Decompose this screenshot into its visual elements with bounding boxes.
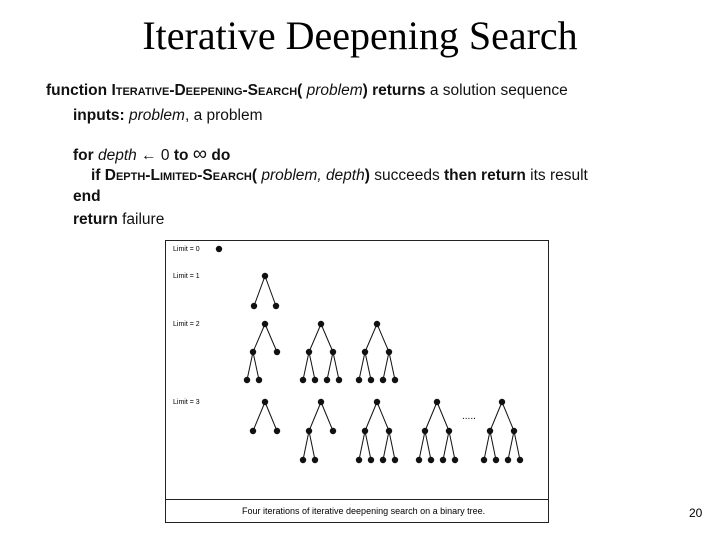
tree-edge (327, 352, 333, 380)
dls-args: problem, depth (261, 167, 365, 184)
tree-edge (359, 431, 365, 460)
tree-edge (425, 431, 431, 460)
tree-edge (484, 431, 490, 460)
tree-edge (253, 352, 259, 380)
algo-line-inputs (73, 107, 263, 125)
assign-arrow: ← (141, 147, 157, 164)
page-title: Iterative Deepening Search (142, 13, 578, 58)
tree-node (251, 303, 257, 309)
tree-edge (490, 402, 502, 431)
tree-node (300, 457, 306, 463)
close-paren: ) (362, 82, 368, 99)
tree-node (517, 457, 523, 463)
tree-node (312, 457, 318, 463)
limit-label-0: Limit = 0 (173, 246, 200, 253)
tree-edge (359, 352, 365, 380)
tree-edge (247, 352, 253, 380)
tree-edge (377, 324, 389, 352)
limit-label-1: Limit = 1 (173, 273, 200, 280)
tree-edge (321, 324, 333, 352)
tree-node (380, 377, 386, 383)
tree-edge (309, 324, 321, 352)
tree-edge (365, 402, 377, 431)
keyword-do: do (211, 147, 231, 164)
tree-edge (333, 352, 339, 380)
dls-function-name: Depth-Limited-Search (104, 167, 252, 184)
tree-edge (309, 431, 315, 460)
keyword-then-return: then return (444, 167, 526, 184)
tree-edge (303, 352, 309, 380)
more-trees-ellipsis: ..... (462, 411, 476, 422)
algo-line-end (73, 188, 101, 206)
tree-node (368, 377, 374, 383)
tree-node (392, 377, 398, 383)
tree-node (256, 377, 262, 383)
tree-node (324, 377, 330, 383)
tree-edge (383, 352, 389, 380)
tree-edge (303, 431, 309, 460)
tree-node (368, 457, 374, 463)
algo-line-return-failure (73, 211, 164, 229)
tree-node (505, 457, 511, 463)
text-succeeds: succeeds (374, 167, 440, 184)
text-its-result: its result (530, 167, 588, 184)
tree-node (244, 377, 250, 383)
input-problem: problem (128, 107, 185, 124)
tree-node (273, 303, 279, 309)
keyword-for: for (73, 147, 94, 164)
open-paren: ( (297, 82, 303, 99)
page-number: 20 (689, 506, 703, 520)
tree-node (216, 246, 222, 252)
keyword-if: if (91, 167, 101, 184)
tree-node (312, 377, 318, 383)
tree-node (392, 457, 398, 463)
tree-node (274, 428, 280, 434)
tree-edge (449, 431, 455, 460)
tree-edge (425, 402, 437, 431)
tree-edge (443, 431, 449, 460)
tree-node (416, 457, 422, 463)
keyword-end: end (73, 188, 101, 205)
tree-edge (419, 431, 425, 460)
tree-edge (265, 276, 276, 306)
tree-edge (508, 431, 514, 460)
tree-node (452, 457, 458, 463)
iterative-deepening-figure (165, 240, 549, 523)
tree-edge (321, 402, 333, 431)
keyword-returns: returns (372, 82, 426, 99)
tree-node (330, 428, 336, 434)
tree-node (336, 377, 342, 383)
dls-open-paren: ( (251, 167, 258, 184)
figure-caption-bar (166, 499, 548, 522)
tree-node (356, 377, 362, 383)
tree-edge (365, 431, 371, 460)
tree-node (356, 457, 362, 463)
tree-edge (389, 431, 395, 460)
limit-label-2: Limit = 2 (173, 321, 200, 328)
tree-edge (265, 402, 277, 431)
tree-edge (309, 352, 315, 380)
var-depth: depth (97, 147, 137, 164)
tree-edge (365, 352, 371, 380)
search-trees (216, 246, 523, 463)
function-name: Iterative-Deepening-Search (111, 82, 298, 99)
algo-line-for (73, 143, 230, 166)
tree-edge (514, 431, 520, 460)
tree-edge (254, 276, 265, 306)
returns-text: a solution sequence (429, 82, 568, 99)
keyword-function: function (46, 82, 108, 99)
tree-edge (309, 402, 321, 431)
tree-node (300, 377, 306, 383)
limit-label-3: Limit = 3 (173, 399, 200, 406)
range-start: 0 (160, 147, 170, 164)
tree-edge (253, 402, 265, 431)
param-problem: problem (306, 82, 363, 99)
keyword-return: return (73, 211, 118, 228)
tree-edge (253, 324, 265, 352)
keyword-to: to (173, 147, 189, 164)
binary-tree-diagram (166, 241, 548, 499)
tree-node (428, 457, 434, 463)
tree-edge (389, 352, 395, 380)
tree-node (440, 457, 446, 463)
tree-node (274, 349, 280, 355)
algo-line-function (46, 82, 568, 100)
tree-node (250, 428, 256, 434)
input-description: , a problem (184, 107, 263, 124)
figure-caption: Four iterations of iterative deepening search on a binary tree. (242, 506, 486, 516)
keyword-inputs: inputs: (73, 107, 125, 124)
tree-edge (383, 431, 389, 460)
dls-close-paren: ) (364, 167, 370, 184)
tree-node (493, 457, 499, 463)
tree-edge (437, 402, 449, 431)
tree-edge (490, 431, 496, 460)
tree-edge (365, 324, 377, 352)
infinity-symbol: ∞ (192, 143, 208, 165)
tree-edge (502, 402, 514, 431)
tree-edge (265, 324, 277, 352)
text-failure: failure (122, 211, 165, 228)
tree-node (481, 457, 487, 463)
tree-edge (377, 402, 389, 431)
algo-line-if (91, 167, 588, 185)
tree-node (380, 457, 386, 463)
